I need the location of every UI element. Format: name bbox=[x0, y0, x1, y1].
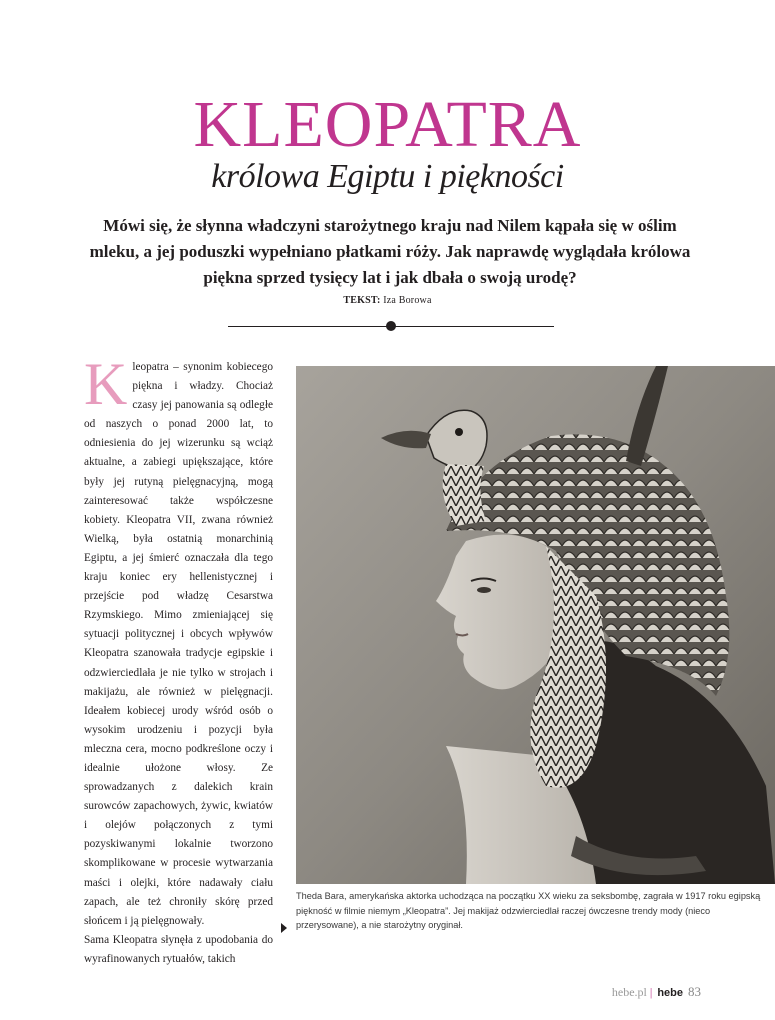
article-body bbox=[84, 351, 273, 969]
divider-dot bbox=[386, 321, 396, 331]
page-footer bbox=[612, 984, 701, 1000]
cleopatra-photo bbox=[296, 366, 775, 884]
article-title: KLEOPATRA bbox=[193, 88, 582, 161]
lead-paragraph: Mówi się, że słynna władczyni starożytnego kraju nad Nilem kąpała się w oślim mleku, a jej poduszki wypełniano płatkami róży. Jak naprawdę wyglądała królowa piękna sprzed tysięcy lat i jak dbała o swoją urodę? bbox=[89, 216, 691, 287]
footer-brand: hebe bbox=[657, 987, 683, 999]
byline-label: TEKST: bbox=[343, 295, 381, 306]
drop-cap: K bbox=[84, 351, 128, 417]
byline bbox=[0, 295, 775, 306]
footer-site: hebe.pl bbox=[611, 985, 647, 999]
article-subtitle: królowa Egiptu i piękności bbox=[211, 158, 564, 195]
body-paragraph: Sama Kleopatra słynęła z upodobania do wyrafinowanych rytuałów, takich bbox=[84, 933, 273, 965]
photo-caption: Theda Bara, amerykańska aktorka uchodząca na początku XX wieku za seksbombę, zagrała w 1917 roku egipską piękność w filmie niemym „Kleopatra”. Jej makijaż odzwierciedlał raczej ówczesne trendy mody (nieco przerysowane), a nie starożytny oryginał. bbox=[296, 891, 761, 930]
body-paragraph: leopatra – synonim kobiecego piękna i władzy. Chociaż czasy jej panowania są odległe od naszych o ponad 2000 lat, to odniesienia do jej wizerunku są wciąż aktualne, a zabiegi upiększające, które były jej rutyną pielęgnacyjną, mogą zainteresować także współczesne kobiety. Kleopatra VII, zwana również Wielką, była ostatnią monarchinią Egiptu, a jej śmierć oznaczała dla tego kraju koniec ery hellenistycznej i przejście pod władzę Cesarstwa Rzymskiego. Mimo zmieniającej się sytuacji politycznej i obcych wpływów Kleopatra szanowała tradycje egipskie i odzwierciedlała je nie tylko w strojach i makijażu, ale również w pielęgnacji. Ideałem kobiecej urody wśród osób o wysokim urodzeniu i pozycji była mleczna cera, mocno podkreślone oczy i idealnie ułożone włosy. Ze sprowadzanych z dalekich krain surowców zapachowych, żywic, kwiatów i olejów połączonych z tymi pozyskiwanymi lokalnie tworzono skomplikowane w procesie wytwarzania maści i olejki, które nadawały ciału zapach, ale też chroniły skórę przed słońcem i ją pielęgnowały. bbox=[84, 361, 273, 927]
footer-separator: | bbox=[649, 985, 653, 999]
continue-arrow-icon bbox=[281, 923, 287, 933]
byline-author: Iza Borowa bbox=[383, 295, 432, 306]
page-number: 83 bbox=[688, 984, 701, 999]
